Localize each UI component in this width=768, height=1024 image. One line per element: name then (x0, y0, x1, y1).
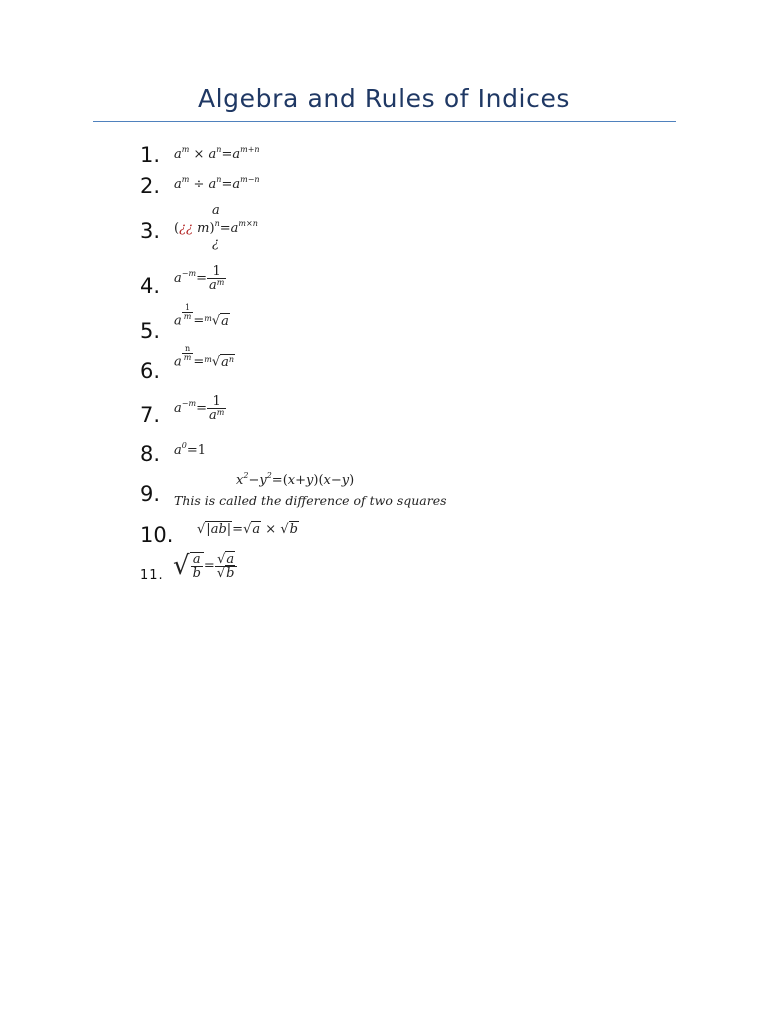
equation-8: $a^0=1$ (174, 441, 207, 458)
rule-number-1: 1. (140, 143, 161, 167)
equation-7: $a^{-m}=$ $\frac{1}{a^m}$ (174, 394, 225, 423)
rule-number-6: 6. (140, 359, 161, 383)
rule-number-9: 9. (140, 482, 161, 506)
title-underline (93, 121, 676, 122)
rule-number-11: 11. (140, 568, 164, 583)
equation-6: a $^{\frac{n}{m}}$ $=^m√a^n$ (174, 344, 235, 370)
page-title: Algebra and Rules of Indices (197, 84, 571, 113)
rule-number-3: 3. (140, 219, 161, 243)
equation-3: (¿¿ $m)^n=a^{m\times n}$ (174, 219, 258, 236)
equation-11: √ $\frac{a}{b}$ = $\frac{√a}{√b}$ (173, 552, 237, 580)
equation-3-top: a (212, 203, 220, 218)
equation-4: $a^{-m}=$ $\frac{1}{a^m}$ (174, 264, 225, 293)
rule-number-2: 2. (140, 174, 161, 198)
rule-number-4: 4. (140, 274, 161, 298)
equation-3-bottom: ¿ (212, 236, 219, 251)
rule-number-5: 5. (140, 319, 161, 343)
equation-5: a $^{\frac{1}{m}}$ =$^m$√a (174, 303, 229, 329)
equation-2: $a^m \div a^n=a^{m-n}$ (174, 175, 260, 192)
rule-number-7: 7. (140, 403, 161, 427)
equation-9-note: This is called the difference of two squares (174, 493, 447, 508)
equation-1: $a^m \times a^n=a^{m+n}$ (174, 145, 260, 162)
equation-9: $x^2-y^2=(x+y)(x-y)$ (236, 471, 355, 488)
rule-number-8: 8. (140, 442, 161, 466)
equation-10: √|ab|=√a × √b (197, 522, 298, 537)
rule-number-10: 10. (140, 523, 174, 547)
